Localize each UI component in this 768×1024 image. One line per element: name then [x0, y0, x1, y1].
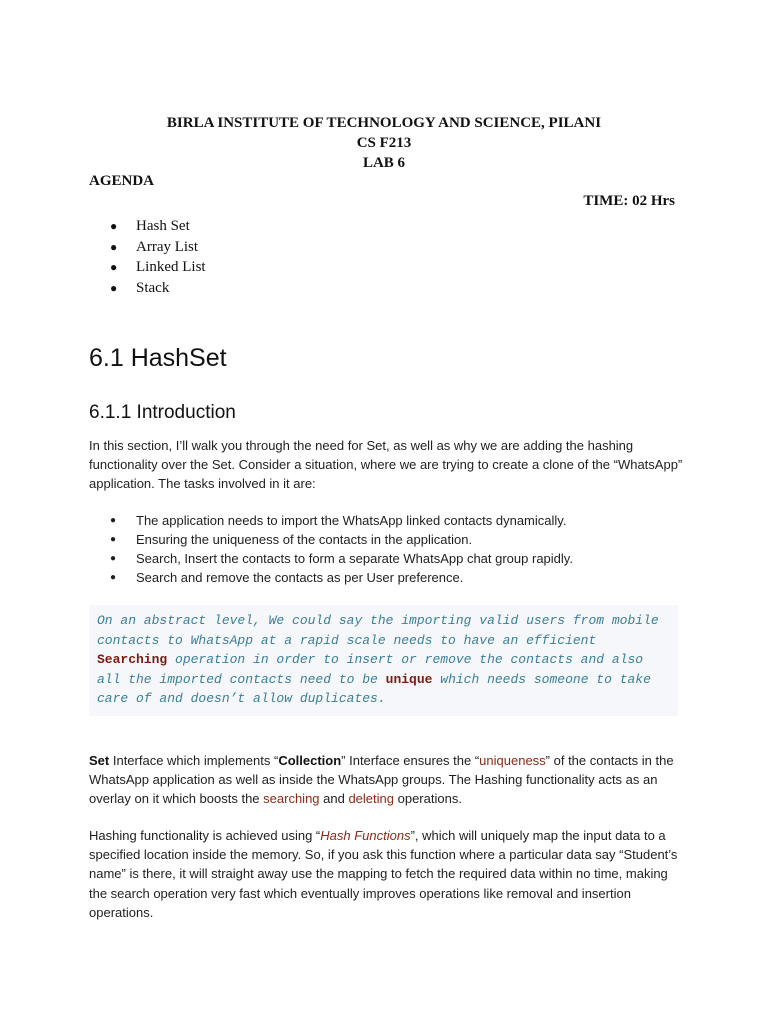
callout-keyword-unique: unique: [385, 671, 433, 687]
section-title: 6.1 HashSet: [89, 344, 227, 372]
agenda-item: ● Stack: [110, 278, 206, 299]
set-keyword: Set: [89, 753, 110, 768]
task-list: [110, 511, 573, 587]
hash-functions-highlight: Hash Functions: [320, 828, 411, 843]
task-item: ● Search, Insert the contacts to form a separate WhatsApp chat group rapidly.: [110, 549, 573, 568]
agenda-list: [110, 216, 206, 298]
task-item: ● Search and remove the contacts as per User preference.: [110, 568, 573, 587]
paragraph-text: Interface which implements “: [109, 753, 279, 768]
lab-number: LAB 6: [362, 155, 406, 171]
paragraph-text: Hashing functionality is achieved using “: [89, 828, 321, 843]
collection-keyword: Collection: [278, 753, 342, 768]
callout-keyword-searching: Searching: [97, 652, 168, 668]
task-item: ● Ensuring the uniqueness of the contacts in the application.: [110, 530, 573, 549]
hashing-paragraph: [89, 826, 684, 922]
task-item: ● The application needs to import the WhatsApp linked contacts dynamically.: [110, 511, 573, 530]
agenda-item: ● Array List: [110, 237, 206, 258]
paragraph-text: ”, which will uniquely map the input data to a specified location inside the memory. So, if you ask this function where a particular data say “Student’s name” is there, it will straight away use the mapping to fetch the required data within no time, making the search operation very fast which eventually improves operations like removal and insertion operations.: [89, 828, 678, 920]
subsection-title: 6.1.1 Introduction: [89, 402, 236, 423]
callout-box: [89, 605, 678, 716]
paragraph-text: ” Interface ensures the “: [341, 753, 480, 768]
agenda-item: ● Linked List: [110, 257, 206, 278]
searching-highlight: searching: [263, 791, 320, 807]
paragraph-text: operations.: [394, 791, 462, 807]
agenda-item: ● Hash Set: [110, 216, 206, 237]
set-paragraph: [89, 751, 684, 809]
intro-paragraph: In this section, I’ll walk you through the need for Set, as well as why we are adding the hashing functionality over the Set. Consider a situation, where we are trying to create a clone of the “WhatsApp” application. The tasks involved in it are:: [89, 438, 683, 492]
uniqueness-highlight: uniqueness: [479, 753, 546, 768]
callout-text: On an abstract level, We could say the importing valid users from mobile contacts to WhatsApp at a rapid scale needs to have an efficient: [97, 613, 659, 648]
document-header: [0, 113, 768, 173]
course-code: CS F213: [356, 135, 412, 151]
callout-text: which needs someone to take care of and doesn’t allow duplicates.: [97, 671, 651, 707]
paragraph-text: and: [319, 791, 349, 807]
paragraph-text: ” of the contacts in the WhatsApp application as well as inside the WhatsApp groups. The Hashing functionality acts as an overlay on it which boosts the: [89, 753, 674, 807]
callout-text: operation in order to insert or remove the contacts and also all the imported contacts need to be: [97, 652, 644, 687]
time-label: TIME: 02 Hrs: [583, 193, 675, 209]
agenda-label: AGENDA: [89, 173, 155, 189]
institute-name: BIRLA INSTITUTE OF TECHNOLOGY AND SCIENCE, PILANI: [166, 115, 602, 131]
deleting-highlight: deleting: [348, 791, 394, 807]
